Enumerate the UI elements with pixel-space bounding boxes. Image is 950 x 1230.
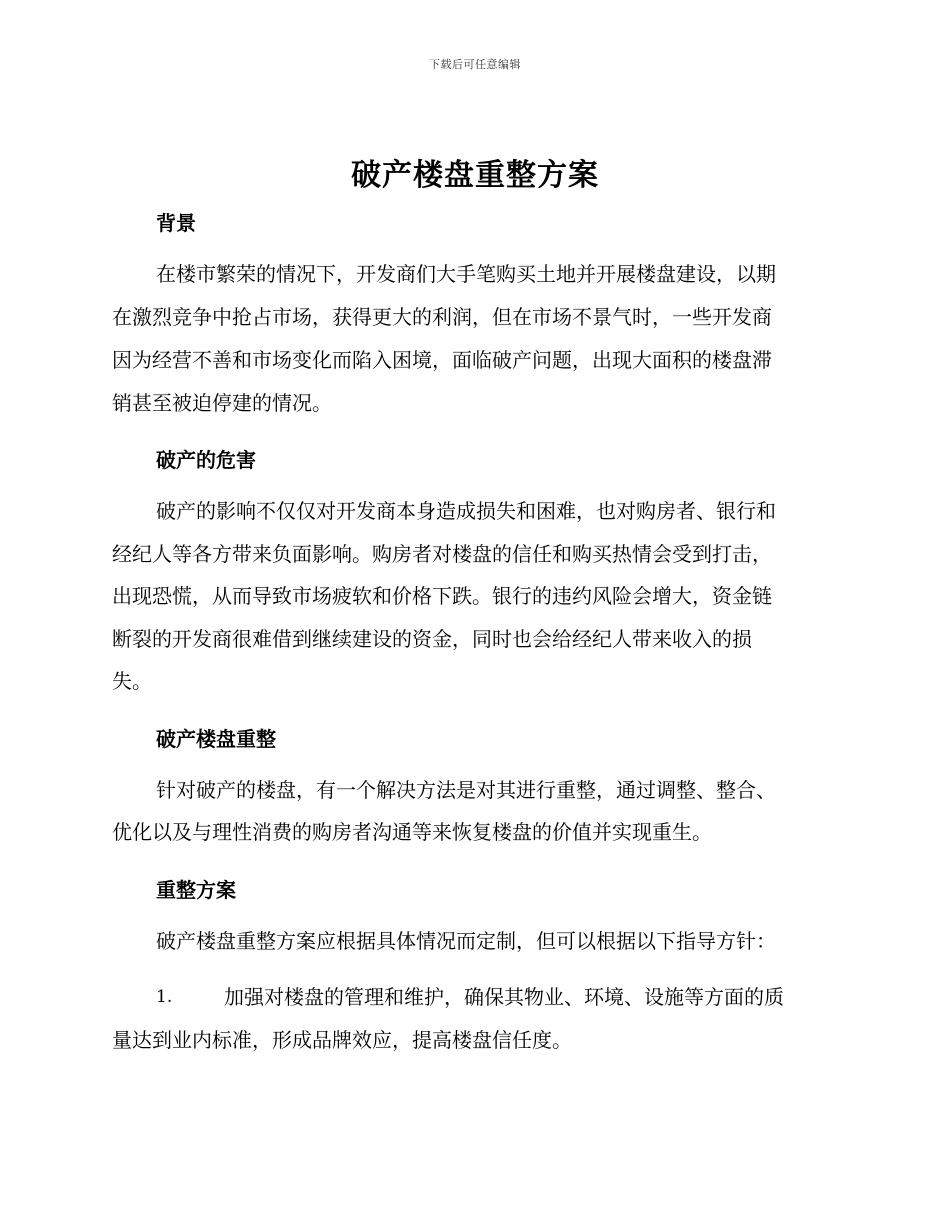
list-item-line: 加强对楼盘的管理和维护，确保其物业、环境、设施等方面的质 <box>224 985 784 1009</box>
section-heading-harm: 破产的危害 <box>156 448 256 472</box>
paragraph-line: 断裂的开发商很难借到继续建设的资金，同时也会给经纪人带来收入的损 <box>112 627 752 651</box>
paragraph-line: 因为经营不善和市场变化而陷入困境，面临破产问题，出现大面积的楼盘滞 <box>112 348 772 372</box>
paragraph-line: 经纪人等各方带来负面影响。购房者对楼盘的信任和购买热情会受到打击， <box>112 542 772 566</box>
section-heading-plan: 重整方案 <box>156 878 236 902</box>
paragraph-line: 失。 <box>112 669 152 693</box>
paragraph-line: 破产楼盘重整方案应根据具体情况而定制，但可以根据以下指导方针： <box>156 929 776 953</box>
list-item-number: 1. <box>156 987 173 1007</box>
paragraph-line: 销甚至被迫停建的情况。 <box>112 391 332 415</box>
section-heading-background: 背景 <box>156 211 196 235</box>
paragraph-line: 优化以及与理性消费的购房者沟通等来恢复楼盘的价值并实现重生。 <box>112 820 712 844</box>
document-title: 破产楼盘重整方案 <box>351 158 599 193</box>
paragraph-line: 针对破产的楼盘，有一个解决方法是对其进行重整，通过调整、整合、 <box>156 778 776 802</box>
section-heading-restructuring: 破产楼盘重整 <box>156 727 276 751</box>
list-item-line: 量达到业内标准，形成品牌效应，提高楼盘信任度。 <box>112 1028 572 1052</box>
paragraph-line: 在楼市繁荣的情况下，开发商们大手笔购买土地并开展楼盘建设，以期 <box>156 262 776 286</box>
paragraph-line: 在激烈竞争中抢占市场，获得更大的利润，但在市场不景气时，一些开发商 <box>112 305 772 329</box>
paragraph-line: 破产的影响不仅仅对开发商本身造成损失和困难，也对购房者、银行和 <box>156 499 776 523</box>
paragraph-line: 出现恐慌，从而导致市场疲软和价格下跌。银行的违约风险会增大，资金链 <box>112 584 772 608</box>
header-note: 下载后可任意编辑 <box>429 58 521 71</box>
